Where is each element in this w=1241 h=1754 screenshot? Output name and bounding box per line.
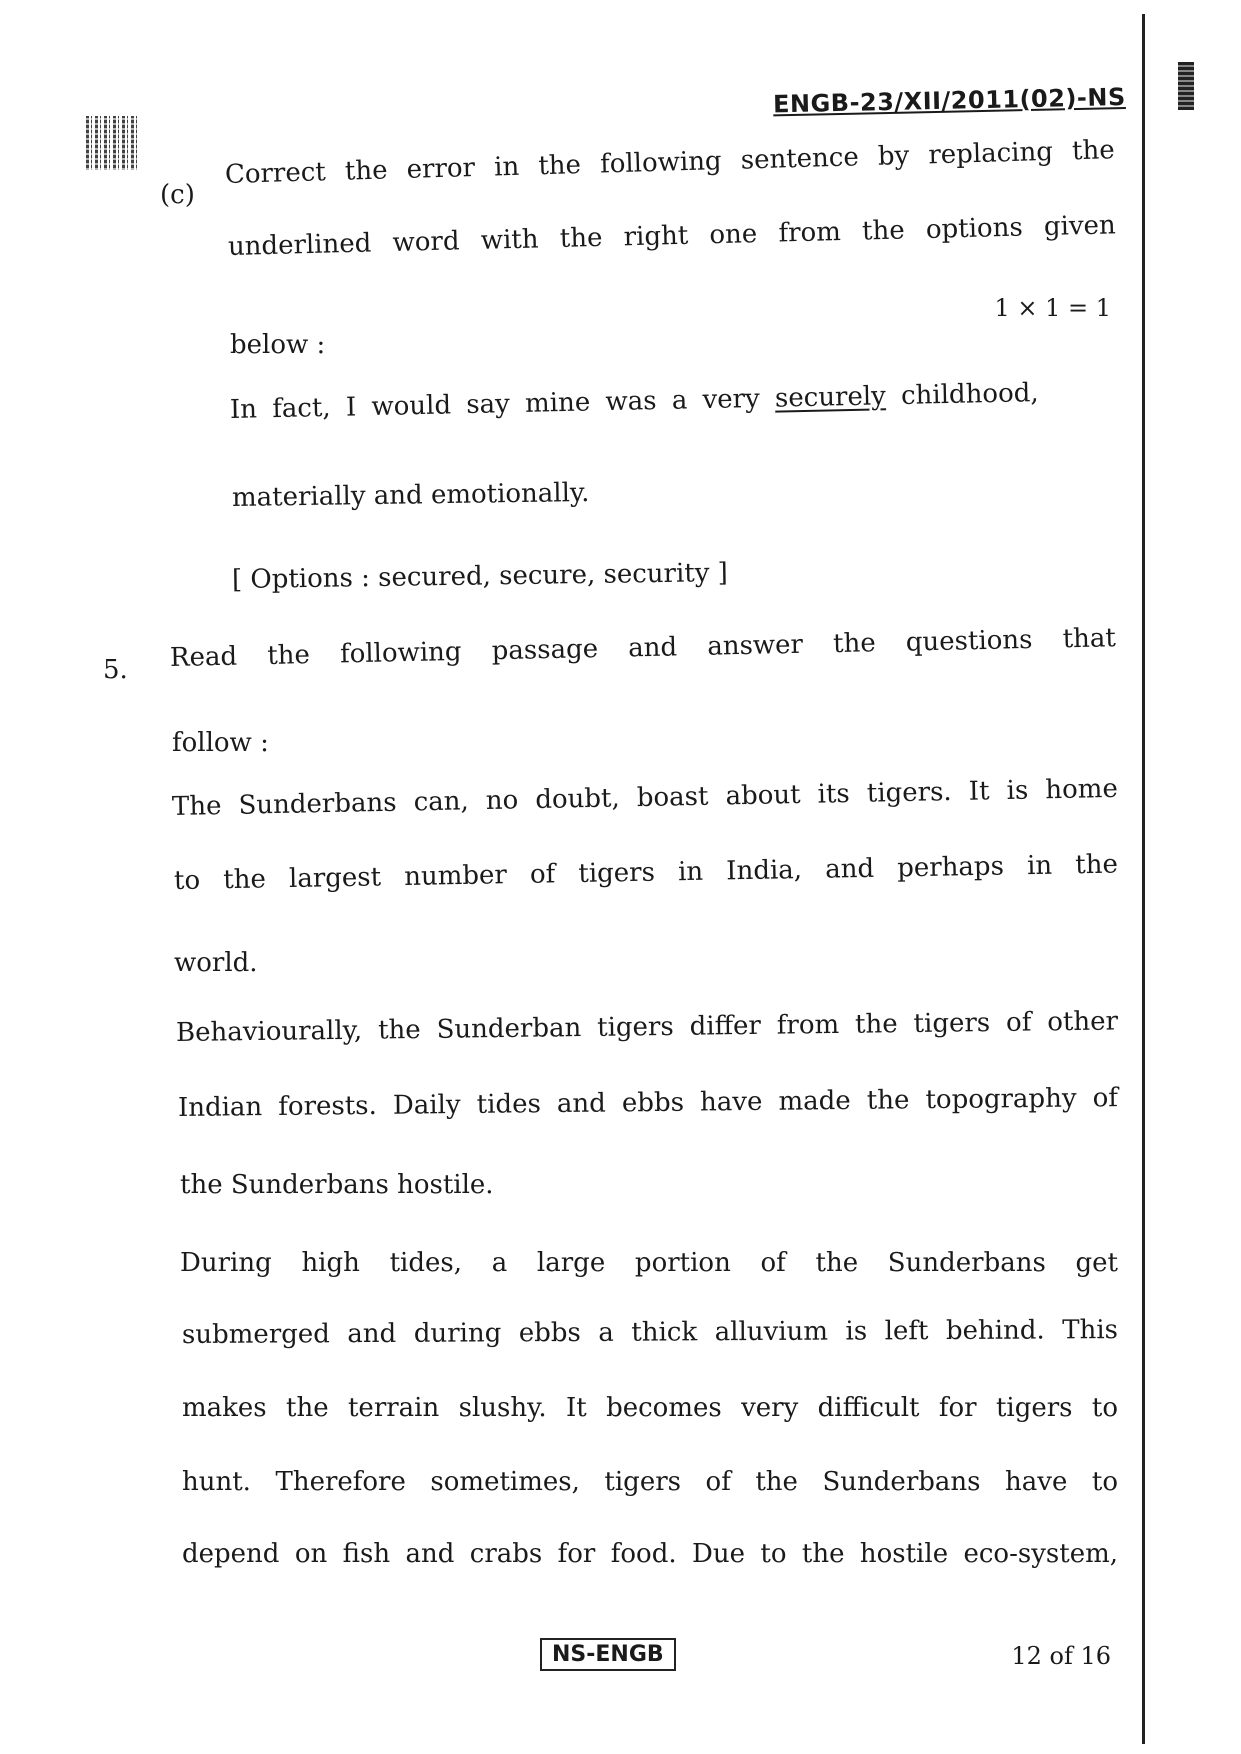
registration-mark-icon bbox=[1178, 62, 1194, 110]
passage-line: depend on fish and crabs for food. Due to the hostile eco-system, bbox=[182, 1539, 1118, 1569]
error-sentence-line-2: materially and emotionally. bbox=[231, 478, 590, 513]
question-5-line-2: follow : bbox=[172, 728, 269, 758]
question-c-line-3: below : bbox=[230, 330, 326, 360]
passage-line: During high tides, a large portion of the Sunderbans get bbox=[180, 1248, 1118, 1278]
passage-line: The Sunderbans can, no doubt, boast about its tigers. It is home bbox=[171, 773, 1119, 822]
marks-allocation: 1 × 1 = 1 bbox=[994, 294, 1111, 322]
series-code: NS-ENGB bbox=[540, 1638, 676, 1671]
error-sentence bbox=[230, 378, 1039, 425]
passage-line: Behaviourally, the Sunderban tigers differ from the tigers of other bbox=[175, 1006, 1119, 1048]
question-c-line-1: Correct the error in the following sentence by replacing the bbox=[224, 135, 1116, 190]
passage-line: makes the terrain slushy. It becomes very difficult for tigers to bbox=[182, 1393, 1118, 1423]
question-label: (c) bbox=[160, 180, 195, 210]
passage-line: world. bbox=[174, 948, 258, 978]
sentence-part-1: In fact, I would say mine was a very bbox=[229, 383, 776, 425]
passage-line: the Sunderbans hostile. bbox=[180, 1170, 494, 1200]
question-number: 5. bbox=[103, 655, 128, 685]
passage-line: submerged and during ebbs a thick alluvium is left behind. This bbox=[181, 1315, 1119, 1350]
passage-line: hunt. Therefore sometimes, tigers of the Sunderbans have to bbox=[182, 1467, 1118, 1497]
margin-line bbox=[1142, 14, 1145, 1744]
page-number: 12 of 16 bbox=[1011, 1642, 1111, 1670]
underlined-word: securely bbox=[774, 381, 887, 414]
question-c-line-2: underlined word with the right one from the options given bbox=[227, 210, 1117, 262]
passage-line: Indian forests. Daily tides and ebbs have made the topography of bbox=[177, 1083, 1119, 1123]
options-list: [ Options : secured, secure, security ] bbox=[231, 558, 729, 595]
passage-line: to the largest number of tigers in India, and perhaps in the bbox=[173, 849, 1119, 896]
barcode-icon bbox=[86, 116, 140, 170]
sentence-part-2: childhood, bbox=[885, 378, 1039, 412]
question-5-line-1: Read the following passage and answer the questions that bbox=[169, 623, 1117, 673]
paper-code: ENGB-23/XII/2011(02)-NS bbox=[773, 83, 1127, 119]
